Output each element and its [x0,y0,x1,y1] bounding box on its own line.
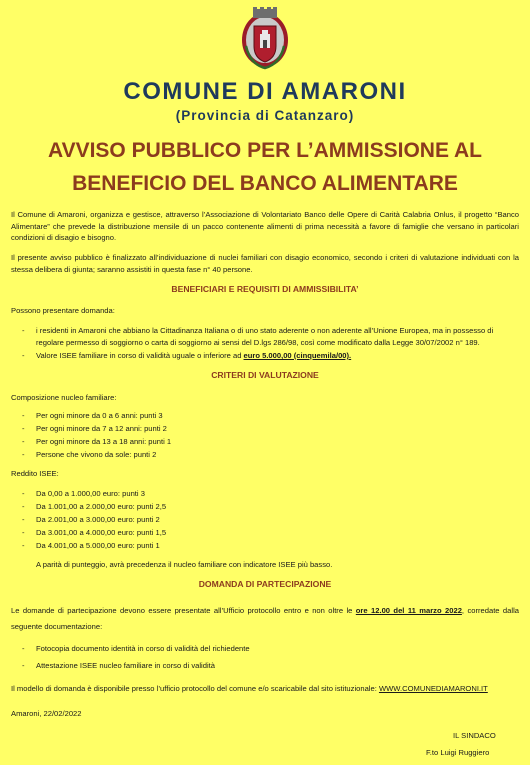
list-item: - Da 1.001,00 a 2.000,00 euro: punti 2,5 [22,501,519,513]
isee-bracket: Da 2.001,00 a 3.000,00 euro: punti 2 [36,515,160,524]
municipality-title: COMUNE DI AMARONI [123,78,407,105]
requirement-isee: Valore ISEE familiare in corso di validità uguale o inferiore ad [36,351,244,360]
requirement-residency: i residenti in Amaroni che abbiano la Cittadinanza Italiana o di uno stato aderente o non aderente all’Unione Europea, ma in possesso di regolare permesso di soggiorno o carta di soggiorno ai sensi del D.lgs 286/98, così come modificato dalla Legge 30/07/2002 n° 189. [36,326,494,347]
criterion-item: Per ogni minore da 7 a 12 anni: punti 2 [36,424,167,433]
isee-threshold: euro 5.000,00 (cinquemila/00). [243,351,352,360]
criterion-item: Per ogni minore da 13 a 18 anni: punti 1 [36,437,172,446]
isee-bracket: Da 1.001,00 a 2.000,00 euro: punti 2,5 [36,502,167,511]
list-item: - Fotocopia documento identità in corso di validità del richiedente [22,643,519,655]
reddito-label: Reddito ISEE: [11,469,59,478]
list-item: - Attestazione ISEE nucleo familiare in corso di validità [22,660,519,672]
province-subtitle: (Provincia di Catanzaro) [175,108,355,123]
intro-paragraph-2: Il presente avviso pubblico è finalizzato all’individuazione di nuclei familiari con disagio economico, secondo i criteri di valutazione individuati con la stessa delibera di giunta; saranno assistiti in questa fase n° 40 persone. [11,253,519,274]
criterion-item: Per ogni minore da 0 a 6 anni: punti 3 [36,411,163,420]
list-item: - i residenti in Amaroni che abbiano la Cittadinanza Italiana o di uno stato aderente o non aderente all’Unione Europea, ma in possesso di regolare permesso di soggiorno o carta di soggiorno ai sensi del D.lgs 286/98, così come modificato dalla Legge 30/07/2002 n° 189. [22,325,519,348]
required-document: Attestazione ISEE nucleo familiare in corso di validità [36,661,215,670]
section-heading-domanda: DOMANDA DI PARTECIPAZIONE [198,579,332,589]
domanda-text: Le domande di partecipazione devono essere presentate all’Ufficio protocollo entro e non oltre le [11,606,356,615]
list-item: - Da 2.001,00 a 3.000,00 euro: punti 2 [22,514,519,526]
intro-paragraph-1: Il Comune di Amaroni, organizza e gestisce, attraverso l’Associazione di Volontariato Banco delle Opere di Carità Calabria Onlus, il progetto “Banco Alimentare” che prevede la distribuzione mensile di un pacco contenente alimenti di prima necessità a favore di famiglie che versano in particolari condizioni di disagio e bisogno. [11,210,519,243]
isee-bracket: Da 3.001,00 a 4.000,00 euro: punti 1,5 [36,528,167,537]
isee-bracket: Da 0,00 a 1.000,00 euro: punti 3 [36,489,145,498]
section-heading-criteri: CRITERI DI VALUTAZIONE [211,370,319,380]
required-document: Fotocopia documento identità in corso di validità del richiedente [36,644,250,653]
list-item: - Persone che vivono da sole: punti 2 [22,449,519,461]
tie-break-rule: A parità di punteggio, avrà precedenza il nucleo familiare con indicatore ISEE più basso. [36,560,333,569]
coat-of-arms-icon [240,6,290,72]
list-item: - Da 4.001,00 a 5.000,00 euro: punti 1 [22,540,519,552]
modello-text: Il modello di domanda è disponibile presso l’ufficio protocollo del comune e/o scaricabile dal sito istituzionale: [11,684,379,693]
composizione-label: Composizione nucleo familiare: [11,393,117,402]
headline-line-2: BENEFICIO DEL BANCO ALIMENTARE [72,172,458,195]
domanda-paragraph [11,603,519,635]
list-item: - Da 0,00 a 1.000,00 euro: punti 3 [22,488,519,500]
website-link[interactable]: WWW.COMUNEDIAMARONI.IT [378,684,488,693]
list-item: - Per ogni minore da 7 a 12 anni: punti 2 [22,423,519,435]
headline-line-1: AVVISO PUBBLICO PER L’AMMISSIONE AL [47,139,483,162]
deadline: ore 12.00 del 11 marzo 2022 [355,606,462,615]
modello-paragraph [11,683,519,695]
list-item: - Per ogni minore da 13 a 18 anni: punti 1 [22,436,519,448]
beneficiari-lead: Possono presentare domanda: [11,306,115,315]
list-item: - Valore ISEE familiare in corso di validità uguale o inferiore ad euro 5.000,00 (cinquemila/00). [22,351,352,360]
notice-date: Amaroni, 22/02/2022 [11,709,82,718]
list-item: - Da 3.001,00 a 4.000,00 euro: punti 1,5 [22,527,519,539]
domanda-text-end: , corredate dalla seguente documentazione: [11,606,519,631]
criterion-item: Persone che vivono da sole: punti 2 [36,450,157,459]
section-heading-beneficiari: BENEFICIARI E REQUISITI DI AMMISSIBILITA’ [171,284,359,294]
list-item: - Per ogni minore da 0 a 6 anni: punti 3 [22,410,519,422]
signer-name: F.to Luigi Ruggiero [426,748,490,757]
signer-title: IL SINDACO [453,731,496,740]
isee-bracket: Da 4.001,00 a 5.000,00 euro: punti 1 [36,541,160,550]
